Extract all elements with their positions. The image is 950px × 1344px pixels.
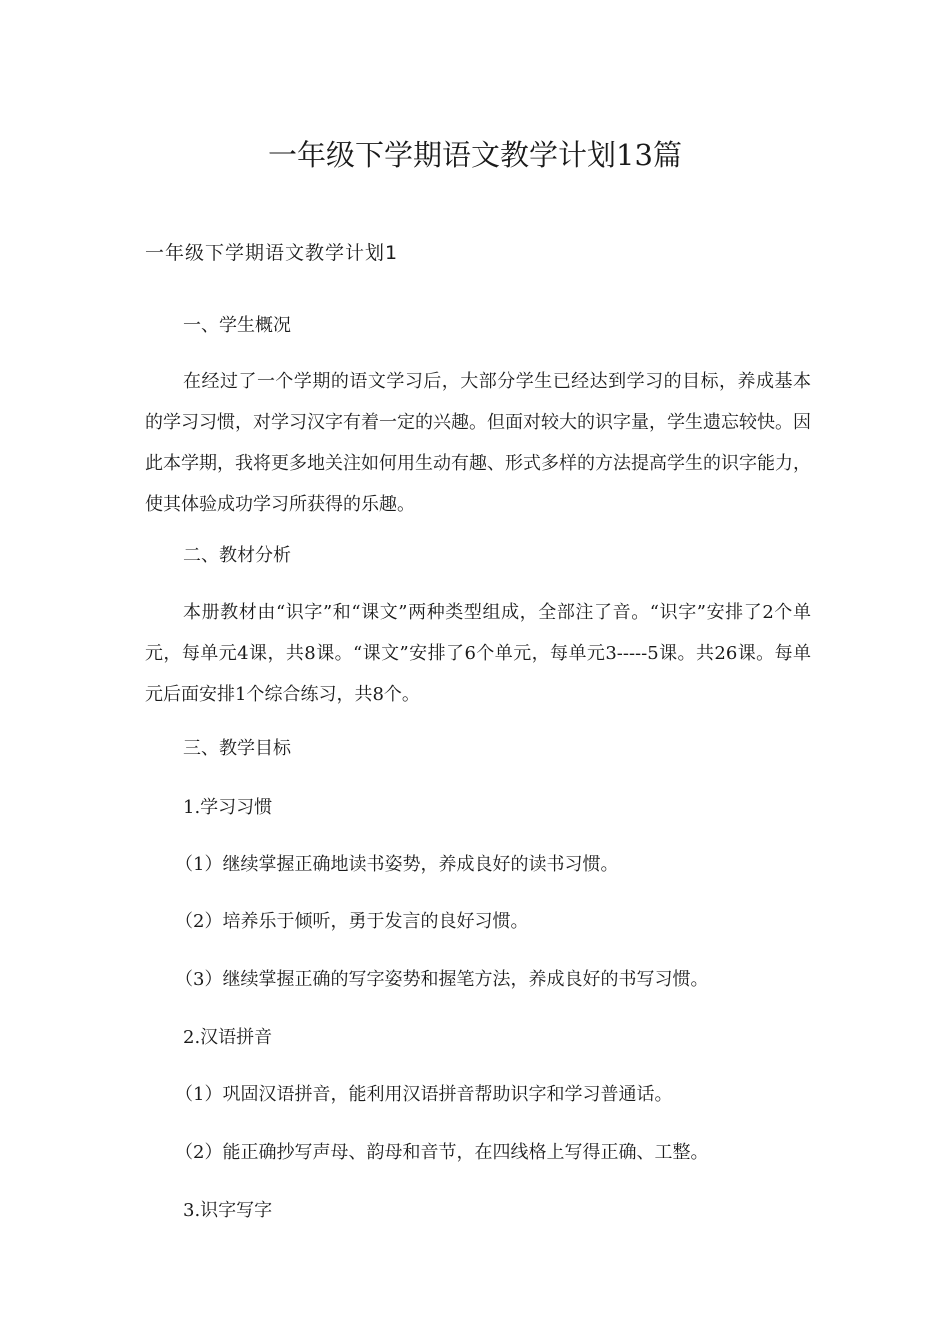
subheading-pinyin: 2.汉语拼音: [183, 1027, 273, 1048]
subheading-literacy-writing: 3.识字写字: [183, 1200, 273, 1221]
subheading-study-habits: 1.学习习惯: [183, 797, 273, 818]
heading-teaching-goals: 三、教学目标: [183, 738, 291, 759]
list-item: （2）培养乐于倾听，勇于发言的良好习惯。: [175, 911, 529, 932]
list-item: （3）继续掌握正确的写字姿势和握笔方法，养成良好的书写习惯。: [175, 969, 709, 990]
section-subtitle: 一年级下学期语文教学计划1: [145, 242, 399, 264]
document-title: 一年级下学期语文教学计划13篇: [268, 138, 682, 172]
heading-student-overview: 一、学生概况: [183, 315, 291, 336]
list-item: （2）能正确抄写声母、韵母和音节，在四线格上写得正确、工整。: [175, 1142, 709, 1163]
list-item: （1）继续掌握正确地读书姿势，养成良好的读书习惯。: [175, 854, 619, 875]
heading-textbook-analysis: 二、教材分析: [183, 545, 291, 566]
list-item: （1）巩固汉语拼音，能利用汉语拼音帮助识字和学习普通话。: [175, 1084, 673, 1105]
paragraph-textbook-analysis: 本册教材由“识字”和“课文”两种类型组成，全部注了音。“识字”安排了2个单元，每单元4课，共8课。“课文”安排了6个单元，每单元3-----5课。共26课。每单元后面安排1个综合练习，共8个。: [145, 602, 811, 705]
paragraph-student-overview: 在经过了一个学期的语文学习后，大部分学生已经达到学习的目标，养成基本的学习习惯，对学习汉字有着一定的兴趣。但面对较大的识字量，学生遗忘较快。因此本学期，我将更多地关注如何用生动有趣、形式多样的方法提高学生的识字能力，使其体验成功学习所获得的乐趣。: [145, 371, 811, 515]
